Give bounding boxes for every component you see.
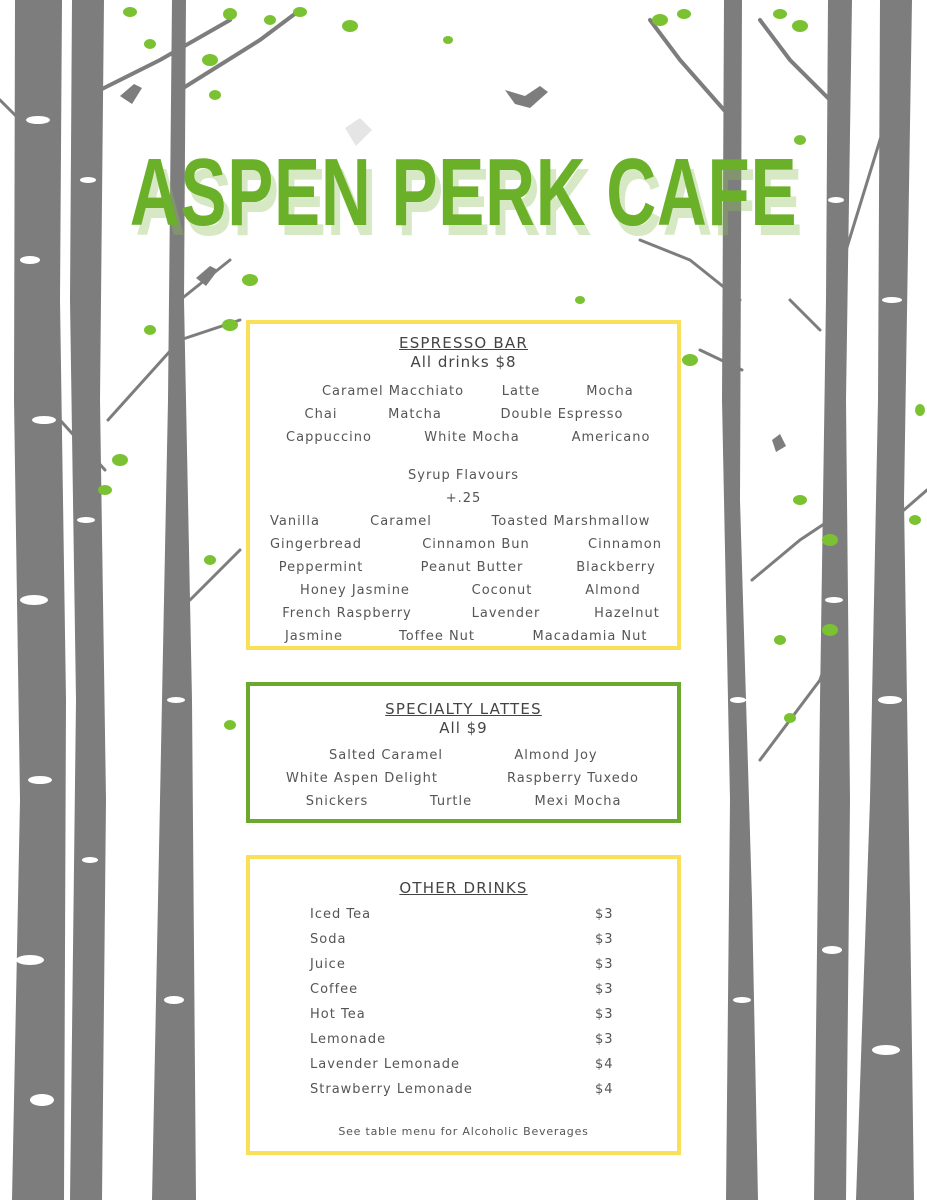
espresso-bar-section: [246, 320, 681, 650]
drink-item: White Aspen Delight: [285, 771, 439, 786]
drink-name: Soda: [310, 932, 347, 947]
syrup-item: French Raspberry: [282, 606, 412, 621]
drink-row: [250, 1032, 677, 1057]
syrup-item: Toffee Nut: [398, 629, 476, 644]
drink-name: Coffee: [310, 982, 359, 997]
specialty-row: [250, 771, 677, 794]
specialty-lattes-section: [246, 682, 681, 823]
drink-price: $3: [595, 1032, 614, 1047]
syrup-row: [250, 514, 677, 537]
drink-price: $3: [595, 1007, 614, 1022]
syrup-item: Macadamia Nut: [532, 629, 648, 644]
drink-row: [250, 982, 677, 1007]
drink-item: Snickers: [305, 794, 369, 809]
specialty-lattes-price: All $9: [439, 719, 488, 737]
syrup-item: Hazelnut: [594, 606, 660, 621]
syrup-item: Blackberry: [576, 560, 656, 575]
drink-item: Turtle: [429, 794, 473, 809]
drink-name: Strawberry Lemonade: [310, 1082, 473, 1097]
specialty-drinks-list: [250, 748, 677, 817]
specialty-lattes-heading: SPECIALTY LATTES: [385, 700, 542, 718]
espresso-row: [250, 407, 677, 430]
drink-row: [250, 1082, 677, 1107]
specialty-row: [250, 748, 677, 771]
drink-item: Cappuccino: [286, 430, 372, 445]
syrup-row: [250, 583, 677, 606]
drink-name: Lemonade: [310, 1032, 387, 1047]
syrup-item: Cinnamon Bun: [422, 537, 530, 552]
syrup-heading: Syrup Flavours: [408, 468, 519, 483]
drink-name: Iced Tea: [310, 907, 372, 922]
drink-price: $3: [595, 957, 614, 972]
drink-price: $4: [595, 1057, 614, 1072]
syrup-item: Coconut: [471, 583, 533, 598]
drink-name: Lavender Lemonade: [310, 1057, 460, 1072]
espresso-bar-price: All drinks $8: [410, 353, 517, 371]
drink-item: Latte: [501, 384, 541, 399]
syrup-item: Caramel: [370, 514, 432, 529]
espresso-bar-heading: ESPRESSO BAR: [399, 334, 528, 352]
drink-item: Raspberry Tuxedo: [507, 771, 639, 786]
drink-name: Juice: [310, 957, 346, 972]
drink-price: $3: [595, 982, 614, 997]
drink-price: $4: [595, 1082, 614, 1097]
drink-price: $3: [595, 907, 614, 922]
drink-name: Hot Tea: [310, 1007, 366, 1022]
drink-row: [250, 1057, 677, 1082]
espresso-drinks-list: [250, 384, 677, 453]
other-drinks-section: [246, 855, 681, 1155]
alcohol-note: See table menu for Alcoholic Beverages: [338, 1125, 589, 1138]
syrup-row: [250, 606, 677, 629]
drink-item: White Mocha: [424, 430, 520, 445]
espresso-row: [250, 384, 677, 407]
other-drinks-list: [250, 907, 677, 1107]
syrup-item: Jasmine: [284, 629, 344, 644]
syrup-item: Cinnamon: [588, 537, 662, 552]
syrup-item: Honey Jasmine: [300, 583, 410, 598]
cafe-title: ASPEN PERK CAFE: [129, 139, 798, 246]
syrup-item: Peanut Butter: [420, 560, 524, 575]
syrup-item: Lavender: [471, 606, 541, 621]
syrup-item: Gingerbread: [269, 537, 363, 552]
drink-item: Caramel Macchiato: [321, 384, 465, 399]
syrup-item: Vanilla: [270, 514, 320, 529]
syrup-item: Almond: [585, 583, 641, 598]
specialty-row: [250, 794, 677, 817]
drink-item: Americano: [571, 430, 651, 445]
syrup-row: [250, 537, 677, 560]
espresso-row: [250, 430, 677, 453]
drink-item: Almond Joy: [514, 748, 598, 763]
drink-item: Mocha: [586, 384, 634, 399]
syrup-flavours-list: [250, 514, 677, 652]
drink-row: [250, 957, 677, 982]
drink-item: Mexi Mocha: [534, 794, 622, 809]
syrup-item: Toasted Marshmallow: [491, 514, 651, 529]
drink-row: [250, 932, 677, 957]
syrup-row: [250, 629, 677, 652]
syrup-item: Peppermint: [278, 560, 364, 575]
drink-item: Chai: [304, 407, 338, 422]
drink-item: Salted Caramel: [329, 748, 443, 763]
syrup-row: [250, 560, 677, 583]
drink-item: Matcha: [388, 407, 442, 422]
syrup-price: +.25: [445, 491, 482, 506]
drink-row: [250, 1007, 677, 1032]
other-drinks-heading: OTHER DRINKS: [399, 879, 528, 897]
drink-row: [250, 907, 677, 932]
drink-item: Double Espresso: [500, 407, 624, 422]
drink-price: $3: [595, 932, 614, 947]
